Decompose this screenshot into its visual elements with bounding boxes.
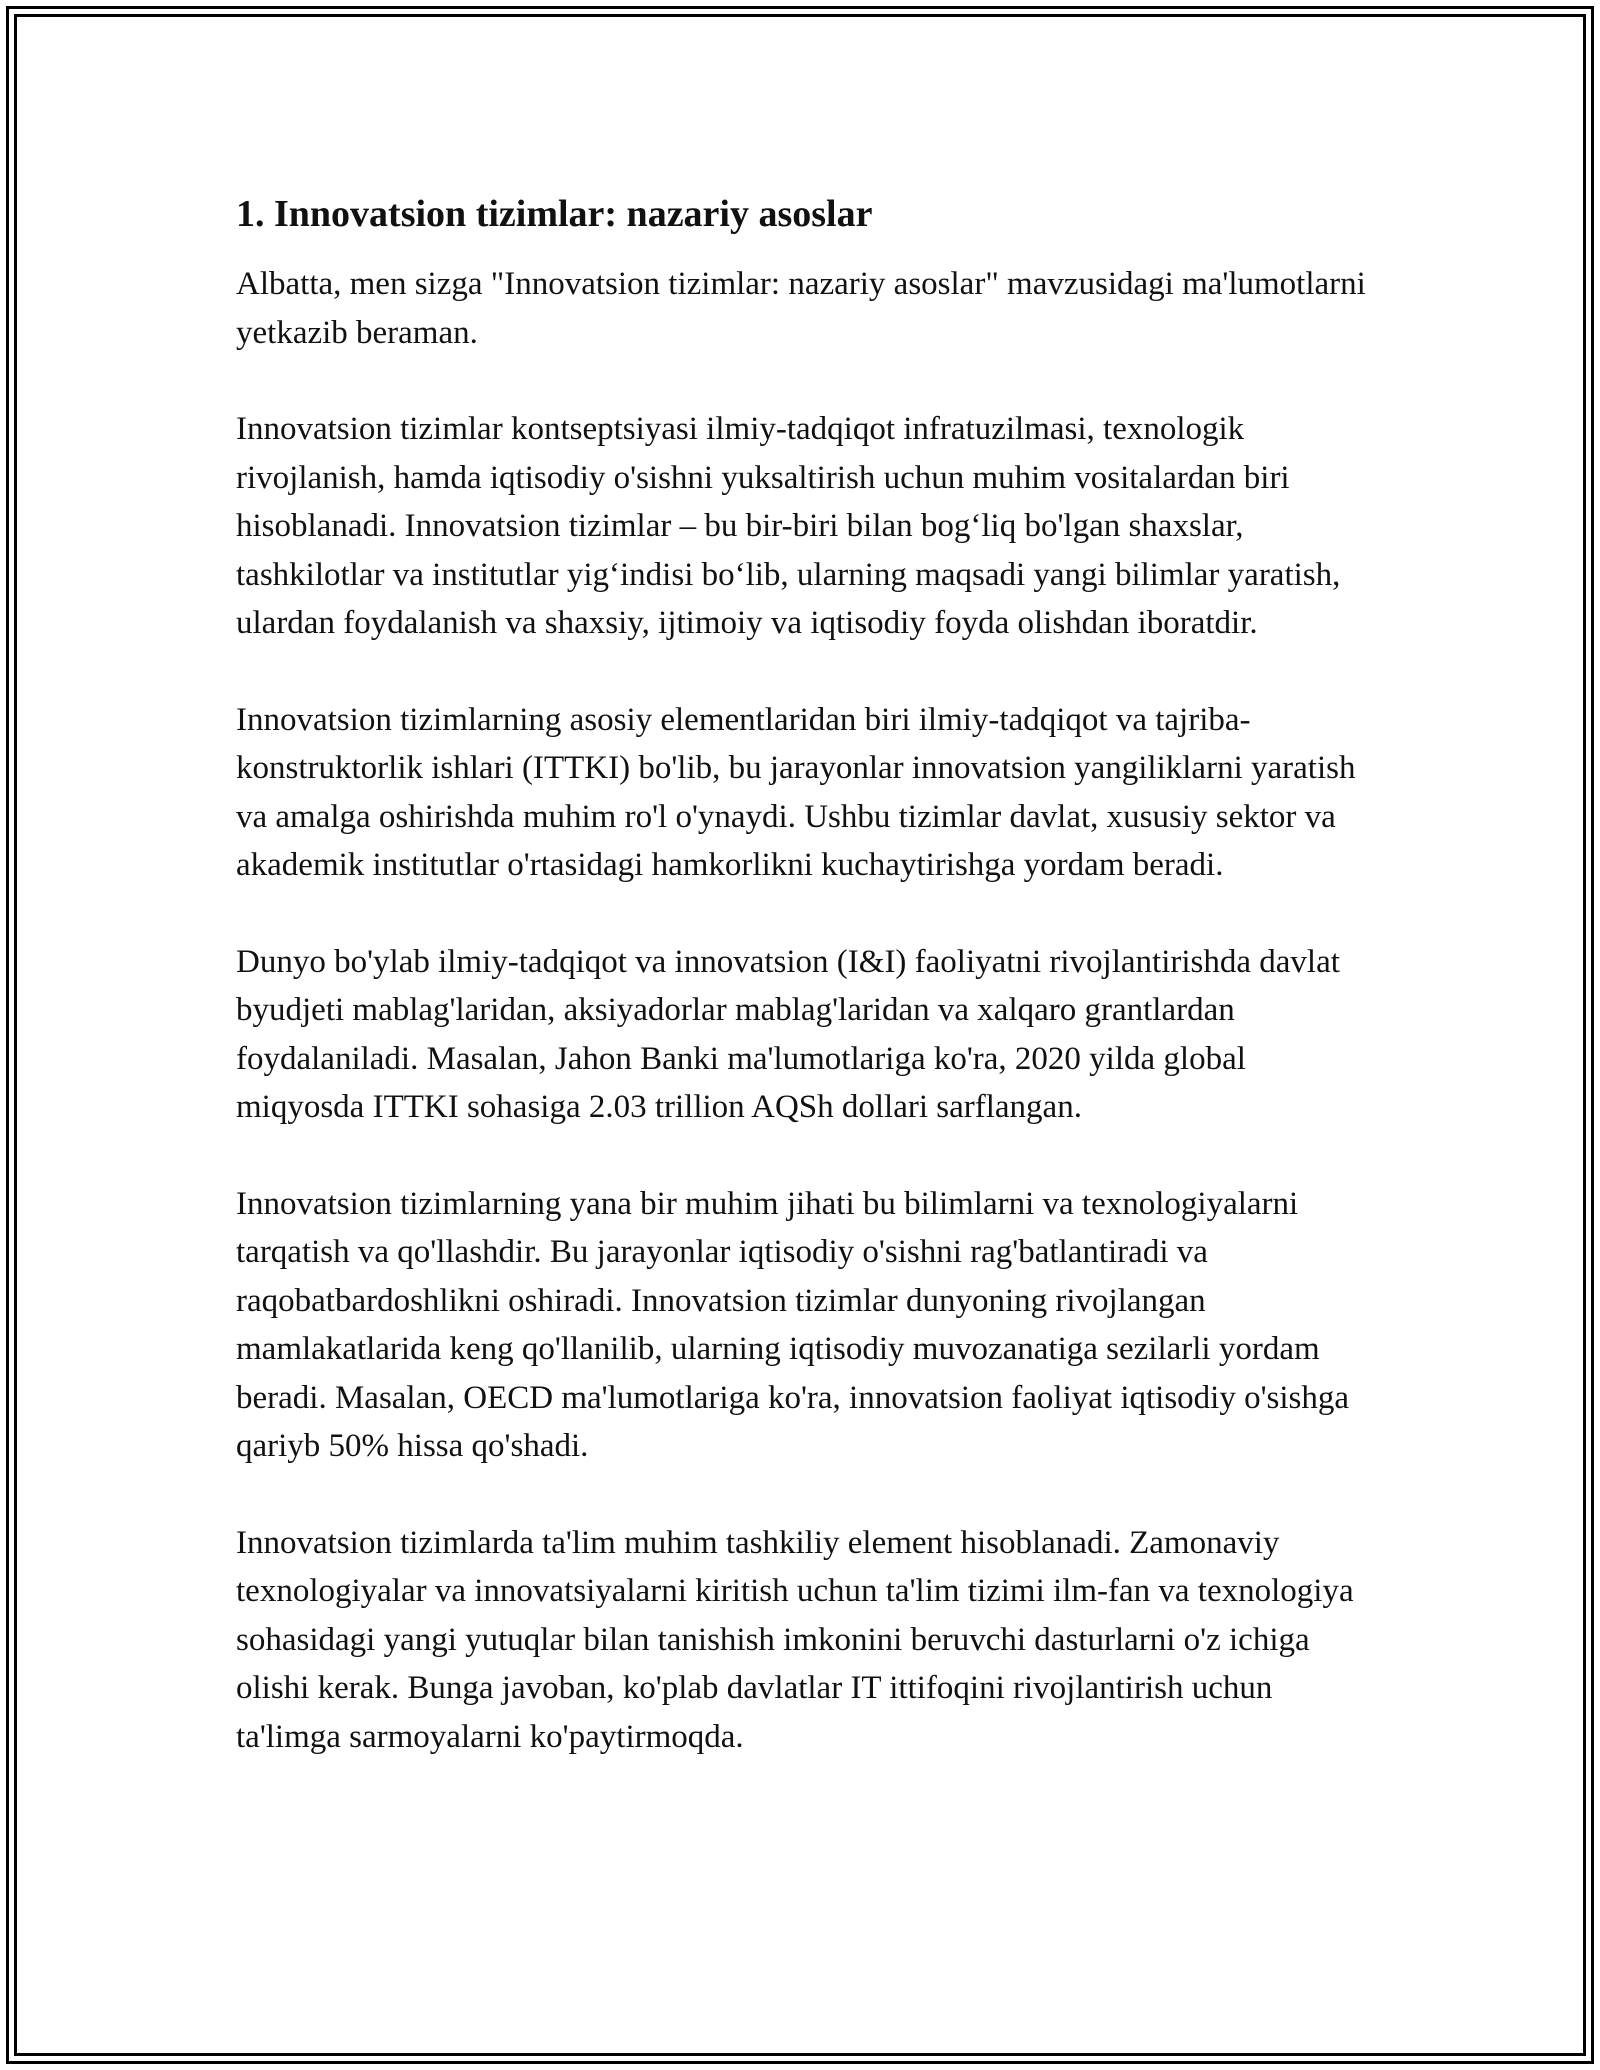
paragraph-intro: Albatta, men sizga "Innovatsion tizimlar: nazariy asoslar" mavzusidagi ma'lumotlarni yetkazib beraman. xyxy=(236,266,1366,351)
document-body xyxy=(236,186,1376,1809)
paragraph-rnd: Innovatsion tizimlarning asosiy elementlaridan biri ilmiy-tadqiqot va tajriba-konstruktorlik ishlari (ITTKI) bo'lib, bu jarayonlar innovatsion yangiliklarni yaratish va amalga oshirishda muhim ro'l o'ynaydi. Ushbu tizimlar davlat, xususiy sektor va akademik institutlar o'rtasidagi hamkorlikni kuchaytirishga yordam beradi. xyxy=(236,701,1356,883)
section-heading: 1. Innovatsion tizimlar: nazariy asoslar xyxy=(236,193,873,235)
paragraph-funding: Dunyo bo'ylab ilmiy-tadqiqot va innovatsion (I&I) faoliyatni rivojlantirishda davlat byudjeti mablag'laridan, aksiyadorlar mablag'laridan va xalqaro grantlardan foydalaniladi. Masalan, Jahon Banki ma'lumotlariga ko'ra, 2020 yilda global miqyosda ITTKI sohasiga 2.03 trillion AQSh dollari sarflangan. xyxy=(236,943,1340,1125)
paragraph-education: Innovatsion tizimlarda ta'lim muhim tashkiliy element hisoblanadi. Zamonaviy texnologiyalar va innovatsiyalarni kiritish uchun ta'lim tizimi ilm-fan va texnologiya sohasidagi yangi yutuqlar bilan tanishish imkonini beruvchi dasturlarni o'z ichiga olishi kerak. Bunga javoban, ko'plab davlatlar IT ittifoqini rivojlantirish uchun ta'limga sarmoyalarni ko'paytirmoqda. xyxy=(236,1524,1354,1755)
paragraph-concept: Innovatsion tizimlar kontseptsiyasi ilmiy-tadqiqot infratuzilmasi, texnologik rivojlanish, hamda iqtisodiy o'sishni yuksaltirish uchun muhim vositalardan biri hisoblanadi. Innovatsion tizimlar – bu bir-biri bilan bog‘liq bo'lgan shaxslar, tashkilotlar va institutlar yig‘indisi bo‘lib, ularning maqsadi yangi bilimlar yaratish, ulardan foydalanish va shaxsiy, ijtimoiy va iqtisodiy foyda olishdan iboratdir. xyxy=(236,411,1341,641)
paragraph-diffusion: Innovatsion tizimlarning yana bir muhim jihati bu bilimlarni va texnologiyalarni tarqatish va qo'llashdir. Bu jarayonlar iqtisodiy o'sishni rag'batlantiradi va raqobatbardoshlikni oshiradi. Innovatsion tizimlar dunyoning rivojlangan mamlakatlarida keng qo'llanilib, ularning iqtisodiy muvozanatiga sezilarli yordam beradi. Masalan, OECD ma'lumotlariga ko'ra, innovatsion faoliyat iqtisodiy o'sishga qariyb 50% hissa qo'shadi. xyxy=(236,1185,1350,1464)
